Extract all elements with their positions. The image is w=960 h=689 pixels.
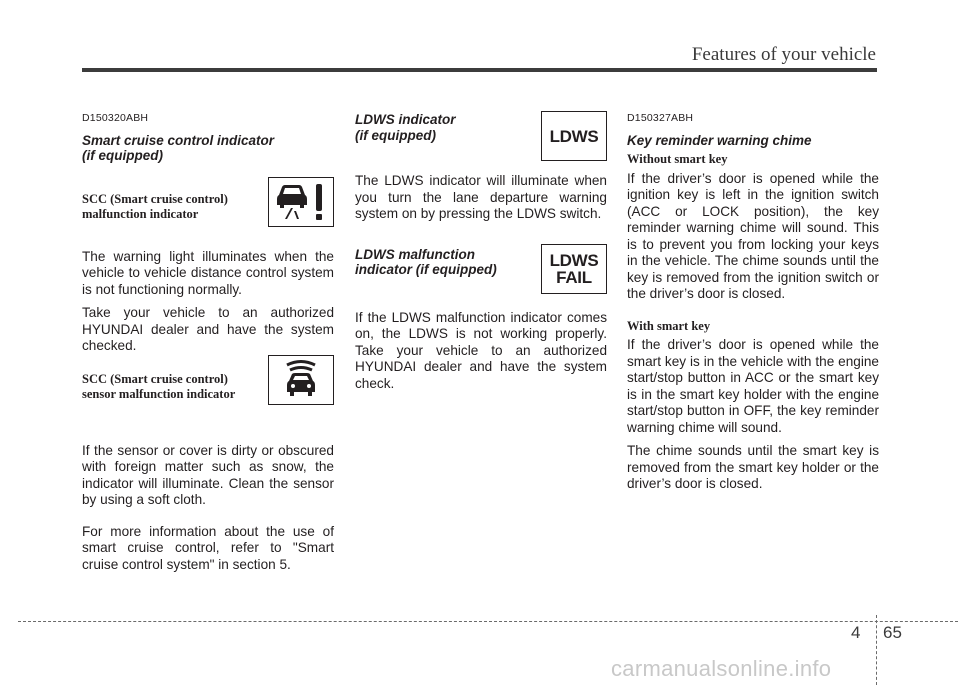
- page-number: 65: [883, 623, 902, 642]
- heading-line: (if equipped): [82, 148, 163, 163]
- footer-rule: [18, 621, 958, 622]
- subheading-line: sensor malfunction indicator: [82, 387, 236, 401]
- paragraph: If the driver’s door is opened while the smart key is in the vehicle with the engine start/stop button in ACC or the smart key is in the smart key holder with the engine start/stop button in OFF, the key reminder warning chime will sound.: [627, 337, 879, 435]
- column-right: [627, 110, 879, 500]
- paragraph: The warning light illuminates when the vehicle to vehicle distance control system is not functioning normally.: [82, 248, 334, 297]
- subheading-with-smart-key: With smart key: [627, 318, 711, 333]
- section-code: D150320ABH: [82, 112, 149, 124]
- heading-line: LDWS malfunction: [355, 246, 475, 262]
- heading-line: LDWS indicator: [355, 112, 456, 127]
- paragraph: The LDWS indicator will illuminate when you turn the lane departure warning system on by pressing the LDWS switch.: [355, 173, 607, 221]
- section-code: D150327ABH: [627, 112, 694, 124]
- watermark: carmanualsonline.info: [611, 656, 832, 681]
- section-heading-key-reminder: Key reminder warning chime: [627, 132, 812, 148]
- ldws-fail-line: FAIL: [556, 268, 592, 287]
- heading-line: indicator (if equipped): [355, 262, 497, 277]
- heading-line: Smart cruise control indicator: [82, 132, 275, 148]
- ldws-fail-indicator-icon: [541, 244, 607, 294]
- paragraph: The chime sounds until the smart key is removed from the smart key holder or the driver’s door is closed.: [627, 443, 879, 491]
- subheading-line: malfunction indicator: [82, 207, 199, 221]
- ldws-indicator-icon: [541, 111, 607, 161]
- ldws-label: LDWS: [549, 126, 599, 146]
- section-title: Features of your vehicle: [691, 44, 876, 65]
- scc-sensor-malfunction-icon: [268, 355, 334, 405]
- subheading-line: SCC (Smart cruise control): [82, 371, 228, 386]
- subheading-line: SCC (Smart cruise control): [82, 191, 228, 206]
- ldws-fail-line: LDWS: [549, 251, 599, 270]
- heading-line: (if equipped): [355, 127, 436, 143]
- chapter-number: 4: [851, 623, 861, 642]
- ldws-fail-label: [550, 252, 599, 286]
- paragraph: If the LDWS malfunction indicator comes on, the LDWS is not working properly. Take your vehicle to an authorized HYUNDAI dealer and have the system check.: [355, 309, 607, 391]
- paragraph: If the sensor or cover is dirty or obscured with foreign matter such as snow, the indicator will illuminate. Clean the sensor by using a soft cloth.: [82, 442, 334, 507]
- car-sensor-icon: [281, 359, 321, 401]
- header-rule: [82, 68, 877, 72]
- paragraph: Take your vehicle to an authorized HYUNDAI dealer and have the system checked.: [82, 305, 334, 353]
- paragraph: If the driver’s door is opened while the ignition key is left in the ignition switch (ACC or LOCK position), the key reminder warning chime will sound. This is to prevent you from locking your keys in the vehicle. The chime sounds until the key is removed from the ignition switch or the driver’s door is closed.: [627, 170, 879, 301]
- footer-divider: [876, 615, 877, 685]
- paragraph: For more information about the use of smart cruise control, refer to "Smart cruise control system" in section 5.: [82, 523, 334, 572]
- subheading-scc-malfunction: [82, 192, 252, 223]
- scc-malfunction-warning-icon: [268, 177, 334, 227]
- section-heading: [82, 133, 334, 164]
- subheading-without-smart-key: Without smart key: [627, 152, 728, 166]
- subheading-scc-sensor: [82, 372, 262, 403]
- car-warning-icon: [273, 181, 329, 223]
